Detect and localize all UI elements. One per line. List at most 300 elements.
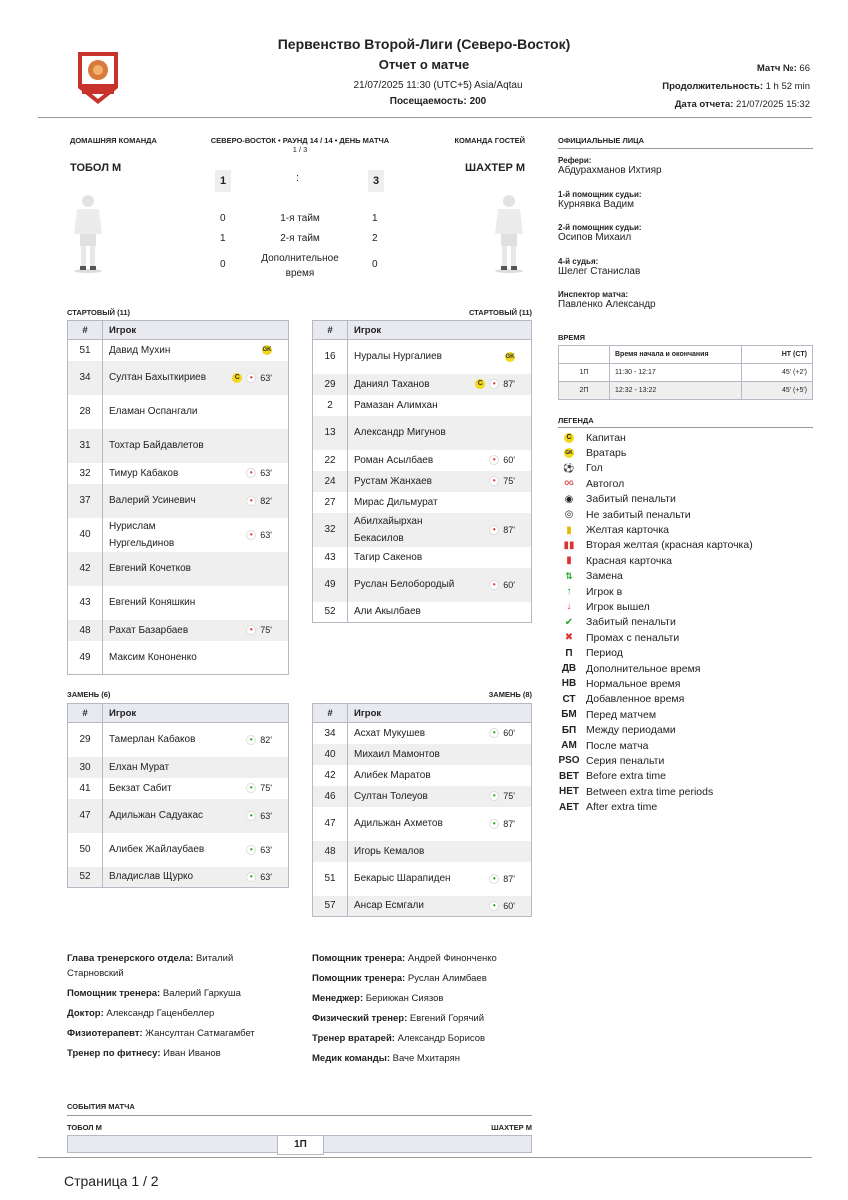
legend-symbol-icon: БП bbox=[561, 724, 577, 736]
player-cell bbox=[348, 340, 532, 374]
player-out-icon: • bbox=[246, 625, 256, 635]
player-out-icon: • bbox=[246, 468, 256, 478]
event-time: 82' bbox=[260, 734, 272, 745]
player-name: Абилхайырхан Бекасилов bbox=[354, 515, 423, 544]
player-name: Александр Мигунов bbox=[354, 427, 446, 438]
player-number: 32 bbox=[68, 463, 103, 484]
legend-symbol-icon: ▮▮ bbox=[563, 539, 575, 551]
legend-item bbox=[558, 522, 818, 537]
header-divider bbox=[38, 117, 812, 118]
player-name: Али Акылбаев bbox=[354, 606, 421, 618]
player-cell bbox=[103, 552, 289, 586]
player-number: 13 bbox=[313, 416, 348, 450]
captain-icon: C bbox=[232, 373, 242, 383]
table-header bbox=[68, 704, 289, 723]
table-row bbox=[313, 744, 532, 765]
table-row bbox=[313, 547, 532, 568]
player-in-icon: • bbox=[246, 872, 256, 882]
officials-list bbox=[558, 156, 813, 324]
num-header: # bbox=[313, 321, 348, 340]
player-out-icon: • bbox=[489, 379, 499, 389]
legend-item bbox=[558, 645, 818, 660]
legend-item bbox=[558, 692, 818, 707]
player-name: Даниял Таханов bbox=[354, 378, 430, 390]
legend-label: Забитый пенальти bbox=[586, 493, 676, 506]
event-time: 63' bbox=[260, 810, 272, 821]
time-row-1: 1П 11:30 - 12:17 45' (+2') bbox=[559, 364, 813, 382]
table-row bbox=[68, 620, 289, 641]
staff-role: Тренер вратарей: bbox=[312, 1033, 395, 1044]
staff-member bbox=[67, 951, 289, 981]
attendance: Посещаемость: 200 bbox=[389, 96, 487, 107]
player-number: 28 bbox=[68, 395, 103, 429]
player-number: 50 bbox=[68, 833, 103, 867]
player-header: Игрок bbox=[103, 321, 289, 340]
player-cell bbox=[348, 492, 532, 513]
legend-label: Между периодами bbox=[586, 724, 676, 737]
staff-name: Александр Борисов bbox=[397, 1033, 486, 1044]
table-row bbox=[313, 862, 532, 896]
player-number: 57 bbox=[313, 896, 348, 917]
legend-item bbox=[558, 615, 818, 630]
official-fourth: 4-й судья: Шелег Станислав bbox=[558, 256, 641, 277]
legend-item bbox=[558, 569, 818, 584]
legend-symbol-icon: GK bbox=[565, 450, 573, 457]
player-name: Еламан Оспангали bbox=[109, 406, 198, 417]
event-time: 63' bbox=[260, 372, 272, 383]
legend-symbol-icon: AET bbox=[559, 801, 579, 813]
event-time: 75' bbox=[260, 625, 272, 635]
player-cell bbox=[103, 867, 289, 888]
legend-label: After extra time bbox=[586, 801, 658, 814]
legend-symbol-icon: АМ bbox=[561, 740, 577, 751]
player-cell bbox=[103, 340, 289, 361]
table-row bbox=[313, 395, 532, 416]
legend-symbol-icon: ◉ bbox=[564, 493, 574, 505]
player-name: Елхан Мурат bbox=[109, 761, 170, 773]
player-number: 32 bbox=[313, 513, 348, 547]
legend-symbol-icon: ▮ bbox=[566, 555, 572, 567]
player-number: 49 bbox=[68, 641, 103, 675]
report-subtitle: Отчет о матче bbox=[378, 57, 470, 72]
staff-member bbox=[67, 1046, 289, 1061]
player-name: Рустам Жанхаев bbox=[354, 475, 432, 487]
player-number: 47 bbox=[68, 799, 103, 833]
legend-symbol-icon: OG bbox=[564, 480, 574, 487]
away-starting-table bbox=[312, 320, 532, 623]
table-row bbox=[68, 757, 289, 778]
player-name: Владислав Щурко bbox=[109, 871, 194, 883]
home-starting-table bbox=[67, 320, 289, 675]
legend-label: Between extra time periods bbox=[586, 785, 714, 798]
legend-item bbox=[558, 784, 818, 799]
staff-name: Берикжан Сиязов bbox=[365, 993, 444, 1004]
event-time: 87' bbox=[503, 818, 515, 829]
player-cell bbox=[348, 374, 532, 395]
legend-label: Гол bbox=[586, 462, 603, 475]
staff-member bbox=[67, 1026, 289, 1041]
player-out-icon: • bbox=[489, 580, 499, 590]
legend-item bbox=[558, 661, 818, 676]
legend-list bbox=[558, 430, 818, 815]
player-in-icon: • bbox=[246, 845, 256, 855]
legend-label: Дополнительное время bbox=[586, 662, 701, 675]
staff-role: Менеджер: bbox=[312, 993, 364, 1004]
player-number: 24 bbox=[313, 471, 348, 492]
player-name: Евгений Кочетков bbox=[109, 563, 191, 574]
legend-item bbox=[558, 707, 818, 722]
player-cell bbox=[103, 757, 289, 778]
legend-label: Добавленное время bbox=[586, 693, 685, 706]
legend-symbol-icon: BET bbox=[559, 770, 579, 782]
player-cell bbox=[348, 450, 532, 471]
table-header bbox=[313, 321, 532, 340]
legend-symbol-icon: HET bbox=[559, 786, 579, 798]
table-row bbox=[68, 586, 289, 620]
event-time: 75' bbox=[503, 791, 515, 801]
captain-icon: C bbox=[475, 379, 485, 389]
legend-item bbox=[558, 553, 818, 568]
player-name: Максим Кононенко bbox=[109, 651, 197, 663]
player-number: 40 bbox=[313, 744, 348, 765]
player-number: 29 bbox=[68, 723, 103, 757]
player-number: 43 bbox=[68, 586, 103, 620]
official-inspector: Инспектор матча: Павленко Александр bbox=[558, 290, 656, 310]
table-row bbox=[313, 765, 532, 786]
player-cell bbox=[348, 723, 532, 744]
legend-item bbox=[558, 599, 818, 614]
time-title: ВРЕМЯ bbox=[558, 333, 586, 342]
player-name: Михаил Мамонтов bbox=[354, 748, 440, 760]
num-header: # bbox=[313, 704, 348, 723]
legend-symbol-icon: НВ bbox=[561, 678, 577, 690]
legend-item bbox=[558, 722, 818, 737]
home-team-name: ТОБОЛ М bbox=[70, 162, 122, 174]
player-name: Бекарыс Шарапиден bbox=[354, 873, 451, 884]
staff-role: Помощник тренера: bbox=[312, 973, 406, 984]
home-start-title: СТАРТОВЫЙ (11) bbox=[67, 308, 131, 317]
legend-item bbox=[558, 753, 818, 768]
event-time: 63' bbox=[260, 529, 272, 540]
table-row bbox=[313, 416, 532, 450]
staff-member bbox=[312, 1011, 542, 1026]
away-team-name: ШАХТЕР М bbox=[465, 162, 525, 174]
events-title: СОБЫТИЯ МАТЧА bbox=[67, 1102, 135, 1111]
legend-label: Период bbox=[586, 647, 623, 660]
table-header bbox=[68, 321, 289, 340]
player-number: 51 bbox=[68, 340, 103, 361]
player-number: 48 bbox=[68, 620, 103, 641]
legend-item bbox=[558, 430, 818, 445]
player-out-icon: • bbox=[489, 455, 499, 465]
legend-item bbox=[558, 507, 818, 522]
staff-member bbox=[67, 1006, 289, 1021]
player-name: Рамазан Алимхан bbox=[354, 399, 438, 411]
legend-label: Забитый пенальти bbox=[586, 616, 676, 629]
footer-divider bbox=[38, 1157, 812, 1158]
player-cell bbox=[103, 361, 289, 395]
events-divider bbox=[67, 1115, 532, 1116]
legend-symbol-icon: СТ bbox=[562, 693, 576, 705]
staff-role: Тренер по фитнесу: bbox=[67, 1048, 161, 1059]
num-header: # bbox=[68, 704, 103, 723]
table-row bbox=[313, 841, 532, 862]
event-time: 60' bbox=[503, 900, 515, 911]
player-in-icon: • bbox=[489, 901, 499, 911]
player-number: 42 bbox=[313, 765, 348, 786]
legend-label: Промах с пенальти bbox=[586, 631, 680, 644]
player-name: Евгений Коняшкин bbox=[109, 597, 196, 608]
table-row bbox=[68, 463, 289, 484]
player-cell bbox=[348, 786, 532, 807]
event-time: 82' bbox=[260, 495, 272, 506]
player-name: Алибек Маратов bbox=[354, 769, 431, 781]
table-row bbox=[68, 518, 289, 552]
num-header: # bbox=[68, 321, 103, 340]
table-row bbox=[313, 786, 532, 807]
staff-member bbox=[67, 986, 289, 1001]
player-cell bbox=[103, 799, 289, 833]
player-cell bbox=[348, 568, 532, 602]
legend-item bbox=[558, 476, 818, 491]
home-staff bbox=[67, 951, 289, 1066]
legend-label: Before extra time bbox=[586, 770, 666, 783]
player-out-icon: • bbox=[246, 530, 256, 540]
events-home-team: ТОБОЛ М bbox=[67, 1123, 102, 1132]
table-row bbox=[313, 896, 532, 917]
legend-item bbox=[558, 461, 818, 476]
player-number: 29 bbox=[313, 374, 348, 395]
player-in-icon: • bbox=[246, 783, 256, 793]
legend-label: Красная карточка bbox=[586, 554, 672, 567]
legend-symbol-icon: ◎ bbox=[564, 509, 574, 521]
report-title: Первенство Второй-Лиги (Северо-Восток) bbox=[277, 36, 571, 52]
player-number: 52 bbox=[68, 867, 103, 888]
player-in-icon: • bbox=[246, 811, 256, 821]
player-cell bbox=[348, 765, 532, 786]
legend-title: ЛЕГЕНДА bbox=[558, 416, 594, 425]
legend-symbol-icon: ↑ bbox=[566, 586, 572, 598]
legend-symbol-icon: ⇅ bbox=[565, 570, 573, 581]
staff-name: Александр Гаценбеллер bbox=[106, 1008, 215, 1019]
away-label: КОМАНДА ГОСТЕЙ bbox=[454, 136, 525, 145]
table-row bbox=[68, 361, 289, 395]
legend-symbol-icon: ✖ bbox=[564, 632, 574, 644]
staff-name: Евгений Горячий bbox=[409, 1013, 485, 1024]
legend-label: Перед матчем bbox=[586, 708, 657, 721]
staff-member bbox=[312, 1051, 542, 1066]
player-name: Игорь Кемалов bbox=[354, 845, 425, 857]
player-number: 2 bbox=[313, 395, 348, 416]
staff-name: Ваче Мхитарян bbox=[392, 1053, 460, 1064]
legend-label: Вратарь bbox=[586, 447, 627, 460]
staff-member bbox=[312, 971, 542, 986]
player-name: Нуралы Нургалиев bbox=[354, 351, 442, 363]
player-out-icon: • bbox=[246, 496, 256, 506]
staff-name: Руслан Алимбаев bbox=[407, 973, 487, 984]
staff-name: Жансултан Сатмагамбет bbox=[145, 1028, 255, 1039]
staff-role: Физиотерапевт: bbox=[67, 1028, 143, 1039]
legend-item bbox=[558, 492, 818, 507]
legend-symbol-icon: ДВ bbox=[561, 663, 577, 675]
home-subs-title: ЗАМЕНЬ (6) bbox=[67, 690, 111, 699]
legend-label: Серия пенальти bbox=[586, 754, 665, 767]
event-time: 60' bbox=[503, 579, 515, 590]
away-subs-table bbox=[312, 703, 532, 917]
player-cell bbox=[348, 744, 532, 765]
table-row bbox=[68, 429, 289, 463]
player-name: Султан Бахыткириев bbox=[109, 372, 207, 383]
event-time: 63' bbox=[260, 871, 272, 882]
player-in-icon: • bbox=[489, 728, 499, 738]
player-number: 16 bbox=[313, 340, 348, 374]
legend-symbol-icon: БМ bbox=[561, 709, 577, 721]
events-period-bar bbox=[67, 1135, 532, 1153]
match-datetime: 21/07/2025 11:30 (UTC+5) Asia/Aqtau bbox=[353, 80, 523, 91]
event-time: 63' bbox=[260, 844, 272, 855]
legend-label: Игрок в bbox=[586, 585, 623, 598]
away-score: 3 bbox=[368, 170, 384, 192]
legend-item bbox=[558, 799, 818, 814]
player-cell bbox=[103, 641, 289, 675]
score-separator: : bbox=[296, 172, 300, 184]
event-time: 75' bbox=[260, 783, 272, 793]
player-number: 41 bbox=[68, 778, 103, 799]
player-cell bbox=[348, 471, 532, 492]
staff-role: Глава тренерского отдела: bbox=[67, 953, 194, 964]
player-cell bbox=[348, 602, 532, 623]
events-away-team: ШАХТЕР М bbox=[491, 1123, 532, 1132]
table-row bbox=[313, 492, 532, 513]
player-cell bbox=[103, 620, 289, 641]
staff-name: Андрей Финонченко bbox=[407, 953, 497, 964]
time-table: Время начала и окончания HT (CT) 1П 11:30 - 12:17 45' (+2') 2П 12:32 - 13:22 45' (+5') bbox=[558, 345, 813, 400]
legend-symbol-icon: ↓ bbox=[566, 601, 572, 613]
home-player-figure bbox=[68, 192, 108, 274]
staff-role: Помощник тренера: bbox=[312, 953, 406, 964]
match-duration: Продолжительность: 1 h 52 min bbox=[662, 81, 810, 92]
player-cell bbox=[103, 518, 289, 552]
official-assistant-2: 2-й помощник судьи: Осипов Михаил bbox=[558, 223, 642, 243]
player-cell bbox=[103, 586, 289, 620]
official-assistant-1: 1-й помощник судьи: Курнявка Вадим bbox=[558, 189, 642, 210]
page-number: Страница 1 / 2 bbox=[64, 1173, 159, 1189]
table-row bbox=[68, 799, 289, 833]
time-row-2: 2П 12:32 - 13:22 45' (+5') bbox=[559, 382, 813, 400]
legend-divider bbox=[558, 427, 813, 428]
event-time: 87' bbox=[503, 379, 515, 389]
player-number: 34 bbox=[313, 723, 348, 744]
away-player-figure bbox=[489, 192, 529, 274]
player-cell bbox=[348, 896, 532, 917]
player-cell bbox=[348, 862, 532, 896]
player-name: Адильжан Ахметов bbox=[354, 818, 443, 829]
legend-item bbox=[558, 769, 818, 784]
player-name: Адильжан Садуакас bbox=[109, 810, 204, 821]
staff-member bbox=[312, 951, 542, 966]
player-header: Игрок bbox=[103, 704, 289, 723]
staff-role: Физический тренер: bbox=[312, 1013, 408, 1024]
player-in-icon: • bbox=[246, 735, 256, 745]
legend-label: Вторая желтая (красная карточка) bbox=[586, 539, 753, 552]
player-number: 34 bbox=[68, 361, 103, 395]
legend-symbol-icon: ▮ bbox=[566, 524, 572, 536]
player-number: 47 bbox=[313, 807, 348, 841]
table-row bbox=[313, 450, 532, 471]
staff-name: Валерий Гаркуша bbox=[162, 988, 241, 999]
player-cell bbox=[103, 463, 289, 484]
event-time: 63' bbox=[260, 468, 272, 478]
table-row bbox=[313, 471, 532, 492]
player-name: Рахат Базарбаев bbox=[109, 624, 189, 636]
staff-role: Медик команды: bbox=[312, 1053, 390, 1064]
table-row bbox=[313, 807, 532, 841]
player-out-icon: • bbox=[489, 476, 499, 486]
legend-item bbox=[558, 738, 818, 753]
staff-role: Доктор: bbox=[67, 1008, 104, 1019]
player-name: Бекзат Сабит bbox=[109, 782, 172, 794]
player-name: Султан Толеуов bbox=[354, 790, 428, 802]
legend-item bbox=[558, 445, 818, 460]
player-number: 30 bbox=[68, 757, 103, 778]
table-row bbox=[68, 484, 289, 518]
away-staff bbox=[312, 951, 542, 1071]
player-name: Асхат Мукушев bbox=[354, 727, 426, 739]
player-header: Игрок bbox=[348, 704, 532, 723]
legend-symbol-icon: ✔ bbox=[564, 616, 574, 628]
table-row bbox=[313, 340, 532, 374]
table-row bbox=[313, 374, 532, 395]
player-number: 22 bbox=[313, 450, 348, 471]
match-number: Матч №: 66 bbox=[756, 63, 810, 74]
event-time: 87' bbox=[503, 873, 515, 884]
player-number: 48 bbox=[313, 841, 348, 862]
player-name: Валерий Усиневич bbox=[109, 495, 196, 506]
player-name: Тамерлан Кабаков bbox=[109, 734, 196, 746]
goalkeeper-icon: GK bbox=[262, 347, 272, 354]
report-date: Дата отчета: 21/07/2025 15:32 bbox=[674, 99, 810, 110]
event-time: 75' bbox=[503, 476, 515, 486]
officials-title: ОФИЦИАЛЬНЫЕ ЛИЦА bbox=[558, 136, 645, 145]
legend-item bbox=[558, 584, 818, 599]
event-time: 60' bbox=[503, 455, 515, 465]
table-row bbox=[68, 867, 289, 888]
player-number: 40 bbox=[68, 518, 103, 552]
table-row bbox=[68, 833, 289, 867]
events-period-label: 1П bbox=[277, 1135, 324, 1155]
legend-label: Желтая карточка bbox=[586, 524, 670, 537]
player-number: 49 bbox=[313, 568, 348, 602]
player-name: Нурислам Нургельдинов bbox=[109, 520, 175, 549]
legend-label: Капитан bbox=[586, 431, 626, 444]
player-number: 31 bbox=[68, 429, 103, 463]
player-out-icon: • bbox=[489, 525, 499, 535]
player-cell bbox=[348, 841, 532, 862]
staff-name: Виталий Старновский bbox=[67, 953, 234, 979]
player-number: 27 bbox=[313, 492, 348, 513]
player-name: Давид Мухин bbox=[109, 344, 171, 356]
legend-label: Не забитый пенальти bbox=[586, 508, 691, 521]
staff-role: Помощник тренера: bbox=[67, 988, 161, 999]
player-name: Тохтар Байдавлетов bbox=[109, 440, 204, 451]
table-row bbox=[313, 723, 532, 744]
event-time: 87' bbox=[503, 524, 515, 535]
legend-label: Замена bbox=[586, 570, 623, 583]
legend-item bbox=[558, 630, 818, 645]
player-cell bbox=[103, 395, 289, 429]
legend-symbol-icon: PSO bbox=[558, 755, 580, 767]
player-name: Ансар Есмгали bbox=[354, 900, 424, 912]
